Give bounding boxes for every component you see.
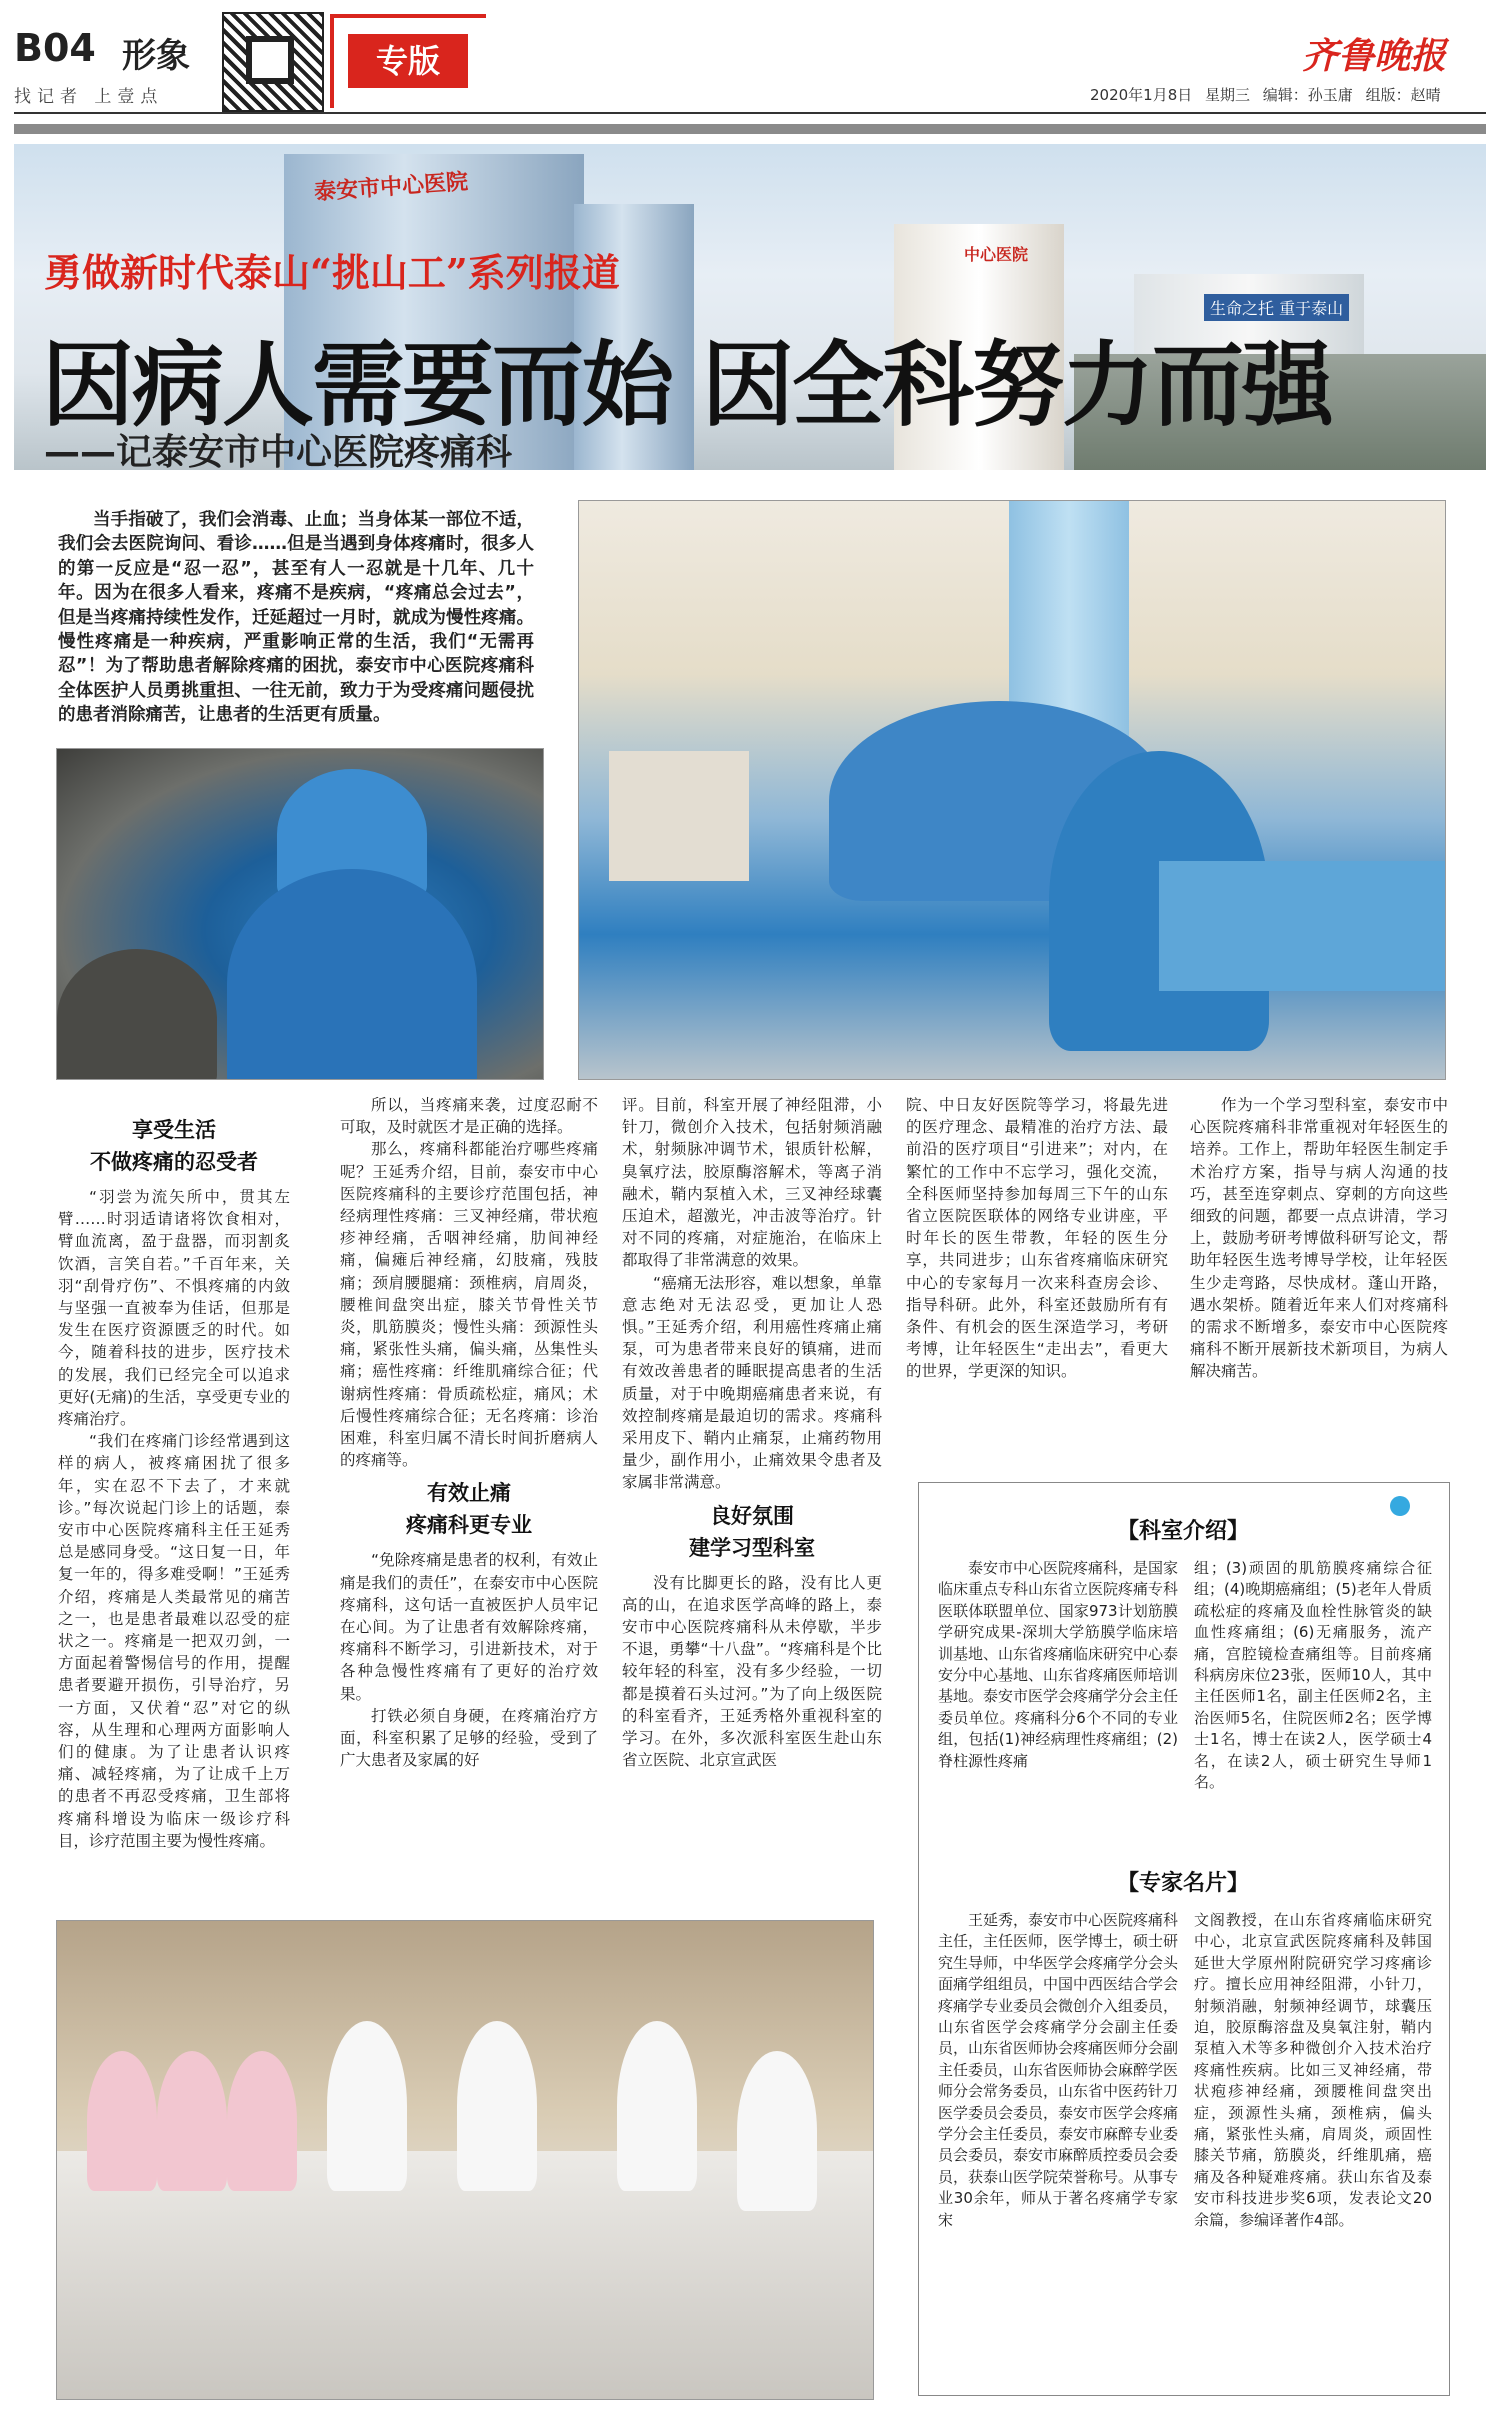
equipment-cart [609, 751, 749, 881]
article-column-1 [58, 1108, 290, 1852]
issue-info: 2020年1月8日 星期三 编辑：孙玉庸 组版：赵晴 [1090, 86, 1441, 104]
subheading-line: 有效止痛 [427, 1481, 511, 1506]
intro-paragraph: 当手指破了，我们会消毒、止血；当身体某一部位不适，我们会去医院询问、看诊……但是当遇到身体疼痛时，很多人的第一反应是“忍一忍”，甚至有人一忍就是十几年、几十年。因为在很多人看来，疼痛不是疾病，“疼痛总会过去”，但是当疼痛持续性发作，迁延超过一月时，就成为慢性疼痛。慢性疼痛是一种疾病，严重影响正常的生活，我们“无需再忍”！为了帮助患者解除疼痛的困扰，泰安市中心医院疼痛科全体医护人员勇挑重担、一往无前，致力于为受疼痛问题侵扰的患者消除痛苦，让患者的生活更有质量。 [58, 510, 534, 726]
department-intro-text: 泰安市中心医院疼痛科，是国家临床重点专科山东省立医院疼痛专科医联体联盟单位、国家973计划筋膜学研究成果-深圳大学筋膜学临床培训基地、山东省疼痛临床研究中心泰安分中心基地、山东省疼痛医师培训基地。泰安市医学会疼痛学分会主任委员单位。疼痛科分6个不同的专业组，包括(1)神经病理性疼痛组；(2)脊柱源性疼痛 [938, 1559, 1179, 1770]
subheading-line: 享受生活 [132, 1118, 216, 1142]
department-intro-text-cont: 组；(3)顽固的肌筋膜疼痛综合征组；(4)晚期癌痛组；(5)老年人骨质疏松症的疼痛及血栓性脉管炎的缺血性疼痛组；(6)无痛服务，流产痛，宫腔镜检查痛组等。目前疼痛科病房床位23张，医师10人，其中主任医师1名，副主任医师2名，主治医师5名，住院医师2名；医学博士1名，博士在读2人，医学硕士4名，在读2人，硕士研究生导师1名。 [1194, 1559, 1432, 1792]
section-name: 形象 [122, 36, 190, 76]
newspaper-logo: 齐鲁晚报 [1302, 35, 1447, 77]
subheadline: ——记泰安市中心医院疼痛科 [44, 432, 513, 470]
expert-profile-text: 王延秀，泰安市中心医院疼痛科主任，主任医师，医学博士，硕士研究生导师，中华医学会疼痛学分会头面痛学组组员，中国中西医结合学会疼痛学专业委员会微创介入组委员，山东省医学会疼痛学分会副主任委员，山东省医师协会疼痛医师分会副主任委员，山东省医师协会麻醉学医师分会常务委员，山东省中医药针刀医学委员会委员，泰安市医学会疼痛学分会主任委员，泰安市麻醉专业委员会委员，泰安市麻醉质控委员会委员，获泰山医学院荣誉称号。从事专业30余年，师从于著名疼痛学专家宋 [938, 1911, 1179, 2229]
article-column-5 [1190, 1094, 1448, 1383]
nurse [157, 2051, 227, 2191]
photo-ward-procedure [578, 500, 1446, 1080]
nurse [227, 2051, 297, 2191]
series-title: 勇做新时代泰山“挑山工”系列报道 [44, 250, 620, 295]
hospital-sign: 泰安市中心医院 [313, 168, 469, 206]
treatment-bed [1159, 861, 1445, 991]
qr-code-center [246, 36, 294, 84]
header-slogan: 找记者 上壹点 [14, 87, 164, 107]
subheading-learning-atmosphere [622, 1500, 882, 1564]
paragraph: 所以，当疼痛来袭，过度忍耐不可取，及时就医才是正确的选择。 [340, 1096, 598, 1137]
paragraph: 打铁必须自身硬，在疼痛治疗方面，科室积累了足够的经验，受到了广大患者及家属的好 [340, 1706, 598, 1770]
doctor [737, 2051, 817, 2211]
nurse [87, 2051, 157, 2191]
paragraph: 没有比脚更长的路，没有比人更高的山，在追求医学高峰的路上，泰安市中心医院疼痛科从未停歇，半步不退，勇攀“十八盘”。“疼痛科是个比较年轻的科室，没有多少经验，一切都是摸着石头过河。”为了向上级医院的科室看齐，王延秀格外重视科室的学习。在外，多次派科室医生赴山东省立医院、北京宣武医 [622, 1573, 882, 1770]
subheading-line: 良好氛围 [710, 1503, 794, 1528]
article-column-4 [906, 1094, 1168, 1383]
paragraph: 评。目前，科室开展了神经阻滞，小针刀，微创介入技术，包括射频消融术，射频脉冲调节术，银质针松解，臭氧疗法，胶原酶溶解术，等离子消融术，鞘内泵植入术，三叉神经球囊压迫术，超激光，冲击波等治疗。针对不同的疼痛，对症施治，在临床上都取得了非常满意的效果。 [622, 1096, 882, 1270]
subheading-line: 疼痛科更专业 [406, 1513, 532, 1538]
paragraph: “癌痛无法形容，难以想象，单靠意志绝对无法忍受，更加让人恐惧。”王延秀介绍，利用癌性疼痛止痛泵，可为患者带来良好的镇痛，进而有效改善患者的睡眠提高患者的生活质量，对于中晚期癌痛患者来说，有效控制疼痛是最迫切的需求。疼痛科采用皮下、鞘内止痛泵，止痛药物用量少，副作用小，止痛效果令患者及家属非常满意。 [622, 1273, 882, 1492]
paragraph: “羽尝为流矢所中，贯其左臂……时羽适请诸将饮食相对，臂血流离，盈于盘器，而羽割炙饮酒，言笑自若。”千百年来，关羽“刮骨疗伤”、不惧疼痛的内敛与坚强一直被奉为佳话，但那是发生在医疗资源匮乏的时代。如今，随着科技的进步，医疗技术的发展，我们已经完全可以追求更好(无痛)的生活，享受更专业的疼痛治疗。 [58, 1188, 290, 1429]
page-number: B04 [14, 26, 96, 70]
doctor [617, 2021, 697, 2191]
header-gray-bar [14, 124, 1486, 134]
special-label: 专版 [348, 34, 468, 88]
banner-image [14, 144, 1486, 470]
expert-profile-title: 【专家名片】 [1116, 1871, 1249, 1896]
photo-department-team [56, 1920, 874, 2400]
decorative-dot-icon [1390, 1496, 1410, 1516]
article-column-2 [340, 1094, 598, 1771]
subheading-line: 不做疼痛的忍受者 [90, 1150, 258, 1174]
slogan-sign: 生命之托 重于泰山 [1204, 294, 1349, 321]
doctor-gown [227, 869, 477, 1080]
subheading-enjoy-life [58, 1114, 290, 1178]
subheading-line: 建学习型科室 [689, 1535, 815, 1560]
paragraph: “免除疼痛是患者的权利，有效止痛是我们的责任”，在泰安市中心医院疼痛科，这句话一直被医护人员牢记在心间。为了让患者有效解除疼痛，疼痛科不断学习，引进新技术，对于各种急慢性疼痛有了更好的治疗效果。 [340, 1551, 598, 1703]
patient-head [57, 949, 217, 1080]
doctor [457, 2021, 537, 2191]
subheading-effective-relief [340, 1477, 598, 1541]
building-sign: 中心医院 [964, 245, 1029, 264]
expert-profile-text-cont: 文阁教授，在山东省疼痛临床研究中心，北京宣武医院疼痛科及韩国延世大学原州附院研究学习疼痛诊疗。擅长应用神经阻滞，小针刀，射频消融，射频神经调节，球囊压迫，胶原酶溶盘及臭氧注射，鞘内泵植入术等多种微创介入技术治疗疼痛性疾病。比如三叉神经痛，带状疱疹神经痛，颈腰椎间盘突出症，颈源性头痛，颈椎病，偏头痛，紧张性头痛，肩周炎，顽固性膝关节痛，筋膜炎，纤维肌痛，癌痛及各种疑难疼痛。获山东省及泰安市科技进步奖6项，发表论文20余篇，参编译著作4部。 [1194, 1911, 1432, 2229]
photo-doctor-treatment [56, 748, 544, 1080]
paragraph: 作为一个学习型科室，泰安市中心医院疼痛科非常重视对年轻医生的培养。工作上，帮助年轻医生制定手术治疗方案，指导与病人沟通的技巧，甚至连穿刺点、穿刺的方向这些细致的问题，都要一点点讲清，学习上，鼓励考研考博做科研写论文，帮助年轻医生选考博导学校，让年轻医生少走弯路，尽快成材。蓬山开路，遇水架桥。随着近年来人们对疼痛科的需求不断增多，泰安市中心医院疼痛科不断开展新技术新项目，为病人解决痛苦。 [1190, 1096, 1448, 1381]
paragraph: “我们在疼痛门诊经常遇到这样的病人，被疼痛困扰了很多年，实在忍不下去了，才来就诊。”每次说起门诊上的话题，泰安市中心医院疼痛科主任王延秀总是感同身受。“这日复一日，年复一年的，得多难受啊！”王延秀介绍，疼痛是人类最常见的痛苦之一，也是患者最难以忍受的症状之一。疼痛是一把双刃剑，一方面起着警惕信号的作用，提醒患者要避开损伤，引导治疗，另一方面，又伏着“忍”对它的纵容，从生理和心理两方面影响人们的健康。为了让患者认识疼痛、减轻疼痛，为了让成千上万的患者不再忍受疼痛，卫生部将疼痛科增设为临床一级诊疗科目，诊疗范围主要为慢性疼痛。 [58, 1432, 290, 1850]
doctor [327, 2021, 407, 2191]
paragraph: 那么，疼痛科都能治疗哪些疼痛呢？王延秀介绍，目前，泰安市中心医院疼痛科的主要诊疗范围包括，神经病理性疼痛：三叉神经痛，带状疱疹神经痛，舌咽神经痛，肋间神经痛，偏瘫后神经痛，幻肢痛，残肢痛；颈肩腰腿痛：颈椎病，肩周炎，腰椎间盘突出症，膝关节骨性关节炎，肌筋膜炎；慢性头痛：颈源性头痛，紧张性头痛，偏头痛，丛集性头痛；癌性疼痛：纤维肌痛综合征；代谢病性疼痛：骨质疏松症，痛风；术后慢性疼痛综合征；无名疼痛：诊治困难，科室归属不清长时间折磨病人的疼痛等。 [340, 1140, 598, 1470]
paragraph: 院、中日友好医院等学习，将最先进的医疗理念、最精准的治疗方法、最前沿的医疗项目“引进来”；对内，在繁忙的工作中不忘学习，强化交流，全科医师坚持参加每周三下午的山东省立医院医联体的网络专业讲座，平时年长的医生带教，年轻的医生分享，共同进步；山东省疼痛临床研究中心的专家每月一次来科查房会诊、指导科研。此外，科室还鼓励所有有条件、有机会的医生深造学习，考研考博，让年轻医生“走出去”，看更大的世界，学更深的知识。 [906, 1096, 1168, 1381]
headline: 因病人需要而始 因全科努力而强 [42, 332, 1333, 439]
department-intro-title: 【科室介绍】 [1116, 1519, 1249, 1544]
header-divider [14, 112, 1486, 114]
article-column-3 [622, 1094, 882, 1771]
